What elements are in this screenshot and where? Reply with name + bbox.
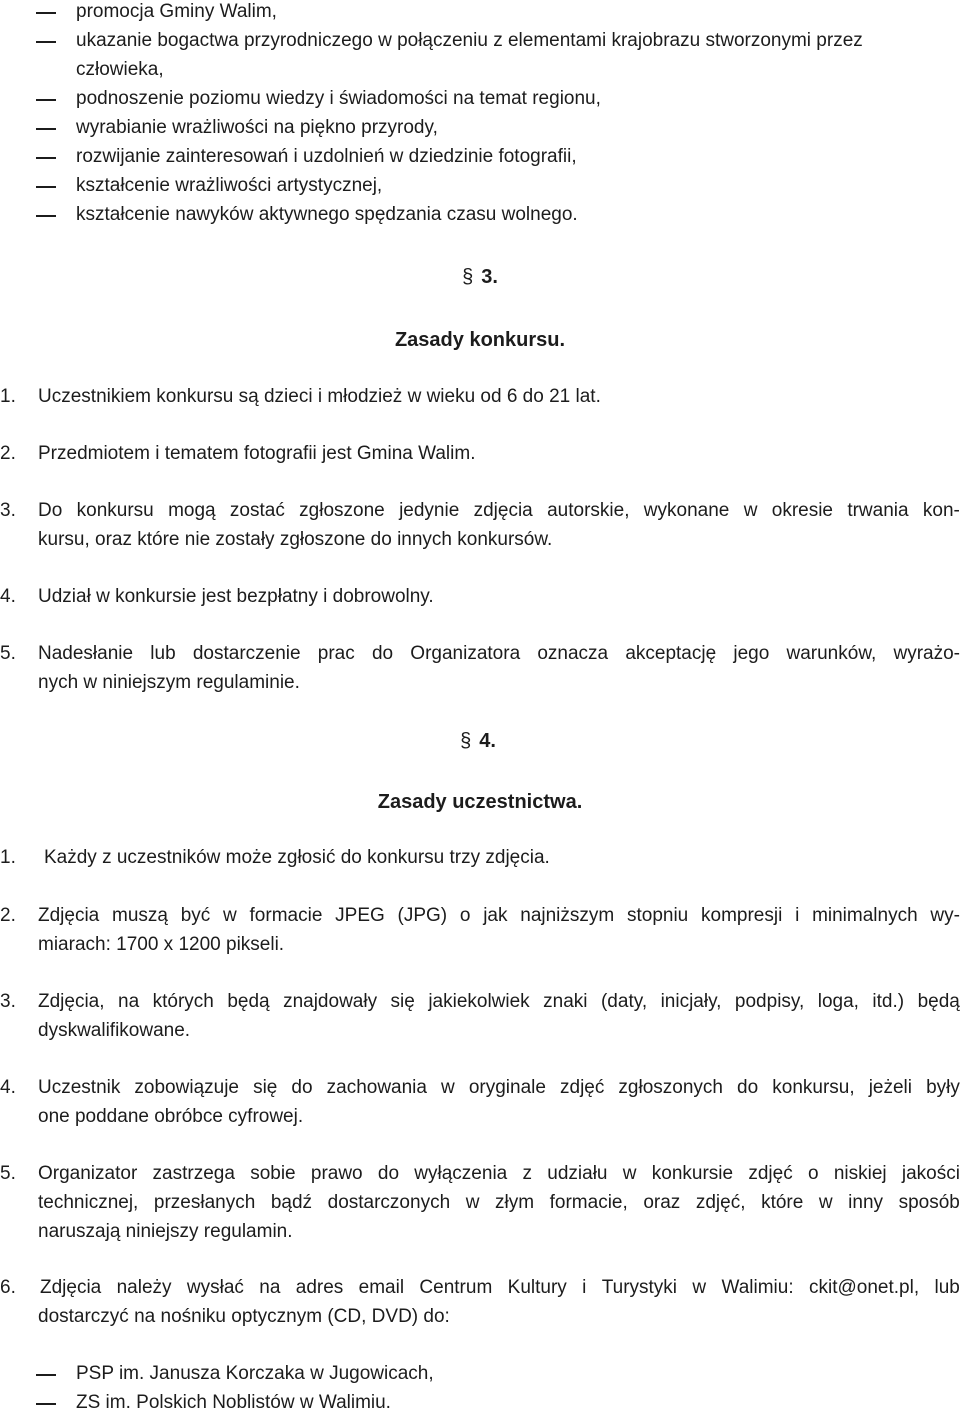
word: Nadesłanie: [38, 643, 134, 664]
word: muszą: [112, 905, 168, 926]
word: Walimiu:: [721, 1277, 794, 1298]
word: autorskie,: [547, 500, 630, 521]
word: zgłoszone: [299, 500, 385, 521]
word: były: [926, 1077, 960, 1098]
word: Zdjęcia: [38, 905, 100, 926]
word: do: [377, 1163, 400, 1184]
section-4-number: § 4.: [460, 730, 496, 752]
section-4-item-6-continuation: dostarczyć na nośniku optycznym (CD, DVD) do:: [38, 1306, 450, 1327]
word: jedynie: [399, 500, 460, 521]
word: Turystyki: [601, 1277, 678, 1298]
word: w: [441, 1077, 455, 1098]
word: znajdowały: [283, 991, 378, 1012]
word: znaki: [543, 991, 588, 1012]
word: i: [582, 1277, 587, 1298]
location-item: ZS im. Polskich Noblistów w Walimiu.: [0, 1388, 960, 1418]
word: które: [761, 1192, 804, 1213]
word: technicznej,: [38, 1192, 139, 1213]
word: do: [371, 643, 394, 664]
word: w: [223, 905, 237, 926]
goal-item: rozwijanie zainteresowań i uzdolnień w dziedzinie fotografii,: [0, 142, 960, 172]
word: do: [291, 1077, 313, 1098]
dash-bullet-icon: [36, 1359, 56, 1389]
section-4-item-4: 4. Uczestnik zobowiązuje się do zachowania w oryginale zdjęć zgłoszonych do konkursu, jeżeli były: [0, 1073, 960, 1103]
section-4-item-6: 6. Zdjęcia należy wysłać na adres email Centrum Kultury i Turystyki w Walimiu: ckit@onet.pl, lub: [0, 1273, 960, 1303]
word: których: [152, 991, 214, 1012]
word: być: [180, 905, 211, 926]
word: w: [622, 1163, 637, 1184]
section-3-item-1: 1. Uczestnikiem konkursu są dzieci i młodzież w wieku od 6 do 21 lat.: [0, 386, 601, 407]
word: zdjęć,: [695, 1192, 746, 1213]
word: się: [390, 991, 415, 1012]
word: oryginale: [468, 1077, 546, 1098]
word: konkursu: [76, 500, 154, 521]
word: zostać: [229, 500, 285, 521]
goal-item: podnoszenie poziomu wiedzy i świadomości na temat regionu,: [0, 84, 960, 114]
goal-item: kształcenie wrażliwości artystycznej,: [0, 171, 960, 201]
word: będą: [227, 991, 270, 1012]
word: złym: [495, 1192, 535, 1213]
section-3-item-4: 4. Udział w konkursie jest bezpłatny i dobrowolny.: [0, 586, 434, 607]
word: loga,: [817, 991, 859, 1012]
word: na: [259, 1277, 281, 1298]
word: stopniu: [626, 905, 689, 926]
word: i: [795, 905, 800, 926]
word: prac: [317, 643, 355, 664]
word: Zdjęcia: [40, 1277, 102, 1298]
word: Zdjęcia,: [38, 991, 105, 1012]
dash-bullet-icon: [36, 113, 56, 143]
dash-bullet-icon: [36, 26, 56, 56]
word: mogą: [168, 500, 216, 521]
dash-bullet-icon: [36, 171, 56, 201]
word: warunków,: [786, 643, 877, 664]
goal-item: kształcenie nawyków aktywnego spędzania czasu wolnego.: [0, 200, 960, 230]
word: jeżeli: [868, 1077, 912, 1098]
goal-item: promocja Gminy Walim,: [0, 0, 960, 27]
word: wy-: [930, 905, 960, 926]
location-item: PSP im. Janusza Korczaka w Jugowicach,: [0, 1359, 960, 1389]
word: oznacza: [537, 643, 609, 664]
word: przesłanych: [153, 1192, 256, 1213]
word: konkursu,: [772, 1077, 855, 1098]
word: najniższym: [520, 905, 615, 926]
section-3-item-3-continuation: kursu, oraz które nie zostały zgłoszone do innych konkursów.: [38, 529, 553, 550]
word: o: [807, 1163, 819, 1184]
word: w: [743, 500, 758, 521]
word: należy: [116, 1277, 172, 1298]
word: (daty,: [600, 991, 648, 1012]
word: inicjały,: [660, 991, 722, 1012]
dash-bullet-icon: [36, 200, 56, 230]
dash-bullet-icon: [36, 142, 56, 172]
word: bądź: [270, 1192, 313, 1213]
word: itd.): [872, 991, 905, 1012]
section-4-item-2-continuation: miarach: 1700 x 1200 pikseli.: [38, 934, 285, 955]
word: zdjęć: [560, 1077, 605, 1098]
section-4-item-2: 2. Zdjęcia muszą być w formacie JPEG (JPG) o jak najniższym stopniu kompresji i minimalnych wy-: [0, 901, 960, 931]
word: adres: [295, 1277, 344, 1298]
section-4-item-5-continuation: naruszają niniejszy regulamin.: [38, 1221, 293, 1242]
word: inny: [848, 1192, 884, 1213]
section-3-item-5: 5. Nadesłanie lub dostarczenie prac do Organizatora oznacza akceptację jego warunków, wyrażo-: [0, 639, 960, 669]
goal-item-continuation: człowieka,: [76, 59, 164, 80]
section-4-item-5-continuation: [0, 1188, 960, 1218]
word: w: [465, 1192, 480, 1213]
word: się: [253, 1077, 278, 1098]
word: sposób: [898, 1192, 960, 1213]
word: zdjęć: [748, 1163, 793, 1184]
section-3-item-5-continuation: nych w niniejszym regulaminie.: [38, 672, 300, 693]
word: formacie: [249, 905, 323, 926]
section-3-item-2: 2. Przedmiotem i tematem fotografii jest Gmina Walim.: [0, 443, 476, 464]
word: wysłać: [186, 1277, 244, 1298]
word: wyrażo-: [893, 643, 960, 664]
word: Centrum: [419, 1277, 493, 1298]
word: Organizator: [38, 1163, 138, 1184]
goal-item: wyrabianie wrażliwości na piękno przyrody,: [0, 113, 960, 143]
section-4-title: Zasady uczestnictwa.: [377, 791, 583, 813]
word: o: [459, 905, 471, 926]
word: kompresji: [701, 905, 783, 926]
word: prawo: [310, 1163, 363, 1184]
word: minimalnych: [812, 905, 918, 926]
word: trwania: [847, 500, 909, 521]
word: formacie,: [549, 1192, 628, 1213]
word: kon-: [922, 500, 960, 521]
word: wyłączenia: [414, 1163, 508, 1184]
word: email: [358, 1277, 405, 1298]
word: dostarczenie: [192, 643, 301, 664]
section-sign-icon: §: [462, 266, 474, 288]
word: lub: [934, 1277, 960, 1298]
section-4-item-5: 5. Organizator zastrzega sobie prawo do wyłączenia z udziału w konkursie zdjęć o niskiej jakości: [0, 1159, 960, 1189]
word: sobie: [250, 1163, 296, 1184]
word: JPEG: [335, 905, 385, 926]
section-sign-icon: §: [460, 730, 472, 752]
word: akceptację: [625, 643, 717, 664]
goal-item: ukazanie bogactwa przyrodniczego w połączeniu z elementami krajobrazu stworzonymi przez: [0, 26, 960, 56]
word: zgłoszonych: [618, 1077, 723, 1098]
word: na: [118, 991, 140, 1012]
word: Kultury: [507, 1277, 567, 1298]
section-3-number: § 3.: [462, 266, 498, 288]
word: podpisy,: [734, 991, 805, 1012]
word: ckit@onet.pl,: [808, 1277, 920, 1298]
dash-bullet-icon: [36, 0, 56, 27]
section-3-item-3: 3. Do konkursu mogą zostać zgłoszone jedynie zdjęcia autorskie, wykonane w okresie trwania kon-: [0, 496, 960, 526]
section-4-item-1: 1. Każdy z uczestników może zgłosić do konkursu trzy zdjęcia.: [0, 847, 550, 868]
word: dostarczonych: [327, 1192, 451, 1213]
word: udziału: [547, 1163, 608, 1184]
word: zachowania: [326, 1077, 427, 1098]
word: Do: [38, 500, 63, 521]
word: jakości: [901, 1163, 960, 1184]
word: w: [818, 1192, 833, 1213]
dash-bullet-icon: [36, 84, 56, 114]
word: jakiekolwiek: [428, 991, 530, 1012]
word: (JPG): [397, 905, 448, 926]
section-4-item-4-continuation: one poddane obróbce cyfrowej.: [38, 1106, 304, 1127]
word: do: [737, 1077, 759, 1098]
word: Organizatora: [410, 643, 521, 664]
word: wykonane: [643, 500, 730, 521]
word: zdjęcia: [473, 500, 533, 521]
word: w: [692, 1277, 707, 1298]
dash-bullet-icon: [36, 1388, 56, 1418]
section-4-item-3: 3. Zdjęcia, na których będą znajdowały się jakiekolwiek znaki (daty, inicjały, podpisy, loga, itd.) będą: [0, 987, 960, 1017]
word: będą: [917, 991, 960, 1012]
word: oraz: [643, 1192, 681, 1213]
section-3-title: Zasady konkursu.: [394, 329, 566, 351]
word: jak: [483, 905, 508, 926]
word: okresie: [771, 500, 833, 521]
word: Uczestnik: [38, 1077, 121, 1098]
word: konkursie: [651, 1163, 734, 1184]
word: zastrzega: [152, 1163, 235, 1184]
word: jego: [733, 643, 770, 664]
section-4-item-3-continuation: dyskwalifikowane.: [38, 1020, 191, 1041]
word: zobowiązuje: [134, 1077, 239, 1098]
word: niskiej: [833, 1163, 887, 1184]
word: lub: [150, 643, 176, 664]
word: z: [522, 1163, 532, 1184]
